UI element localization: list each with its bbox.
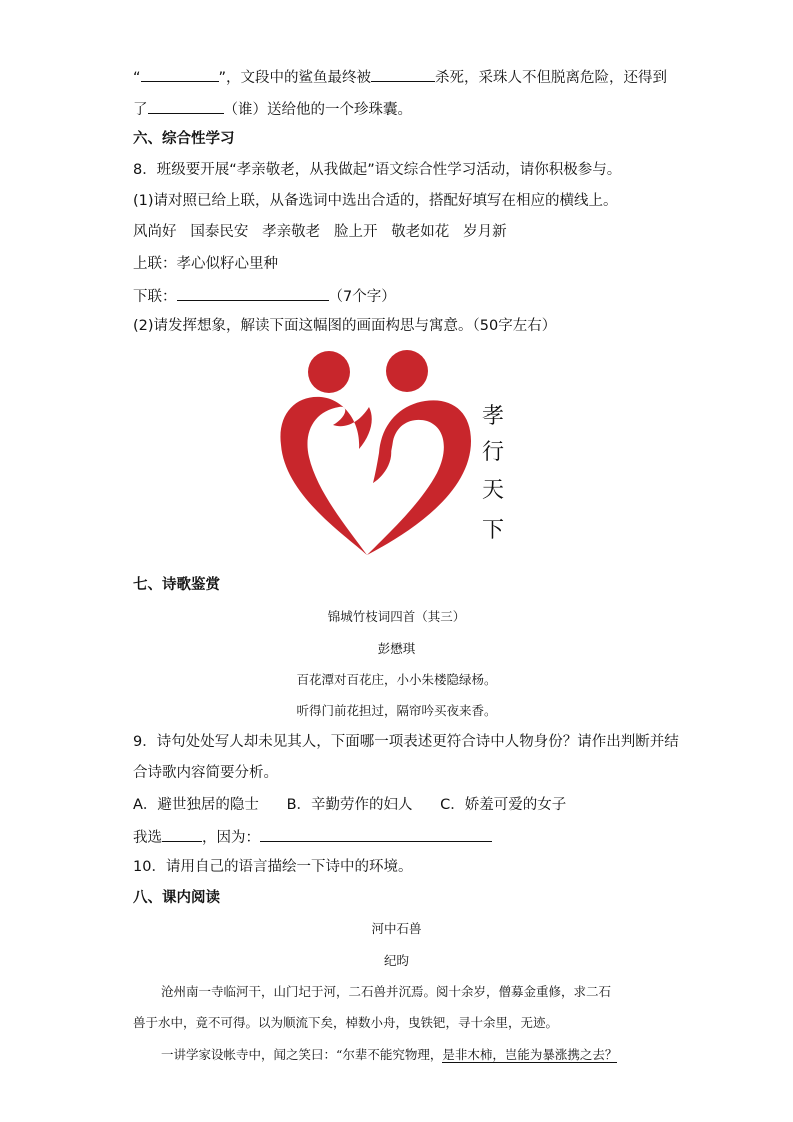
left-heart-arm — [280, 397, 371, 555]
text-segment: 了 — [133, 102, 148, 118]
lower-couplet-blank[interactable] — [177, 285, 329, 301]
right-heart-arm — [367, 400, 471, 555]
question-8: 8．班级要开展“孝亲敬老，从我做起”语文综合性学习活动，请你积极参与。 — [133, 162, 622, 178]
left-head-circle — [308, 351, 350, 393]
lower-couplet-hint: （7个字） — [328, 289, 396, 305]
logo-char-1: 孝 — [481, 404, 505, 429]
question-8-2: (2)请发挥想象，解读下面这幅图的画面构思与寓意。（50字左右） — [133, 318, 557, 334]
text-segment: 杀死，采珠人不但脱离危险，还得到 — [435, 70, 668, 86]
filial-piety-logo — [275, 345, 520, 560]
answer-blank[interactable] — [371, 66, 435, 82]
text-segment: ”，文段中的鲨鱼最终被 — [218, 70, 372, 86]
upper-couplet: 上联：孝心似籽心里种 — [133, 256, 278, 272]
question-9-line-1: 9．诗句处处写人却未见其人，下面哪一项表述更符合诗中人物身份？请作出判断并结 — [133, 734, 679, 750]
choose-label: 我选 — [133, 830, 162, 846]
question-9-options: A．避世独居的隐士 B．辛勤劳作的妇人 C．娇羞可爱的女子 — [133, 797, 567, 813]
text-segment: “ — [133, 70, 141, 86]
poem-line-1: 百花潭对百花庄，小小朱楼隐绿杨。 — [296, 672, 497, 687]
reason-blank[interactable] — [260, 826, 492, 842]
lower-couplet-label: 下联： — [133, 289, 177, 305]
underlined-sentence: 是非木柿，岂能为暴涨携之去？ — [442, 1047, 618, 1062]
because-label: ，因为： — [202, 830, 260, 846]
section-heading-8: 八、课内阅读 — [133, 890, 220, 906]
logo-char-3: 天 — [481, 478, 505, 503]
answer-line — [133, 826, 492, 848]
text-line-2 — [133, 98, 412, 120]
text-title: 河中石兽 — [371, 921, 422, 936]
paragraph-2-line-1 — [161, 1045, 617, 1065]
paragraph-2-text: 一讲学家设帐寺中，闻之笑曰：“尔辈不能究物理， — [161, 1047, 443, 1062]
paragraph-1-line-2: 兽于水中，竟不可得。以为顺流下矣，棹数小舟，曳铁钯，寻十余里，无迹。 — [133, 1015, 559, 1030]
poem-author: 彭懋琪 — [377, 641, 416, 656]
text-author: 纪昀 — [383, 953, 409, 968]
right-head-circle — [386, 350, 428, 392]
choice-blank[interactable] — [162, 826, 202, 842]
text-line-1 — [133, 66, 667, 88]
answer-blank[interactable] — [148, 98, 224, 114]
section-heading-7: 七、诗歌鉴赏 — [133, 577, 220, 593]
word-options: 风尚好 国泰民安 孝亲敬老 脸上开 敬老如花 岁月新 — [133, 224, 507, 240]
answer-blank[interactable] — [141, 66, 219, 82]
section-heading-6: 六、综合性学习 — [133, 131, 235, 147]
question-9-line-2: 合诗歌内容简要分析。 — [133, 765, 278, 781]
question-8-1: (1)请对照已给上联，从备选词中选出合适的，搭配好填写在相应的横线上。 — [133, 193, 618, 209]
heart-logo-graphic — [275, 345, 520, 560]
text-segment: （谁）送给他的一个珍珠囊。 — [223, 102, 412, 118]
logo-char-2: 行 — [481, 440, 505, 465]
logo-char-4: 下 — [481, 518, 505, 543]
question-10: 10．请用自己的语言描绘一下诗中的环境。 — [133, 859, 413, 875]
lower-couplet — [133, 285, 396, 307]
poem-title: 锦城竹枝词四首（其三） — [327, 609, 466, 624]
poem-line-2: 听得门前花担过，隔帘吟买夜来香。 — [296, 703, 497, 718]
paragraph-1-line-1: 沧州南一寺临河干，山门圮于河，二石兽并沉焉。阅十余岁，僧募金重修，求二石 — [161, 984, 612, 999]
